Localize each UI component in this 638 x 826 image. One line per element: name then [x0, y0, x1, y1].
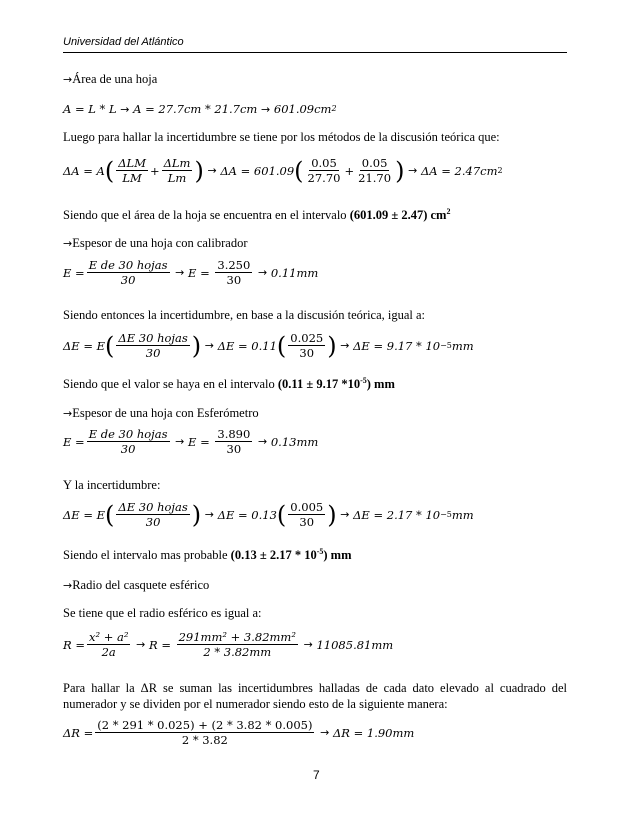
- fraction: $\frac{(2 * 291 * 0.025) + (2 * 3.82 * 0.005)}{2 * 3.82}$: [97, 718, 313, 747]
- area-intro: Luego para hallar la incertidumbre se tiene por los métodos de la discusión teórica que:: [63, 130, 500, 144]
- fraction: $\frac{3.890}{30}$: [217, 427, 251, 456]
- radius-paragraph: Para hallar la ΔR se suman las incertidumbres halladas de cada dato elevado al cuadrado del numerador y se dividen por el numerador siendo esto de la siguiente manera:: [63, 681, 567, 711]
- fraction: $\frac{3.250}{30}$: [217, 258, 251, 287]
- fraction: $\frac{\text{291mm² + 3.82mm²}}{2 * 3.82mm}$: [178, 630, 296, 659]
- fraction: $\frac{0.05}{27.70}$: [307, 156, 341, 185]
- arrow-icon: →: [63, 73, 73, 86]
- spherometer-equation: E = $\frac{\text{E de 30 hojas}}{30}$ → E = $\frac{3.890}{30}$ → 0.13mm: [63, 427, 319, 456]
- fraction: $\frac{0.025}{30}$: [290, 331, 324, 360]
- fraction: $\frac{\text{x² + a²}}{2a}$: [88, 630, 129, 659]
- caliper-intro: Siendo entonces la incertidumbre, en base a la discusión teórica, igual a:: [63, 308, 426, 322]
- area-equation: A = L * L → A = 27.7cm * 21.7cm → 601.09cm 2: [63, 102, 337, 116]
- fraction: $\frac{0.005}{30}$: [290, 500, 324, 529]
- caliper-equation: E = $\frac{\text{E de 30 hojas}}{30}$ → E = $\frac{3.250}{30}$ → 0.11mm: [63, 258, 319, 287]
- spherometer-intro: Y la incertidumbre:: [63, 478, 161, 492]
- fraction: $\frac{\text{ΔLM}}{LM}$: [118, 156, 146, 185]
- fraction: $\frac{\text{E de 30 hojas}}{30}$: [88, 427, 168, 456]
- arrow-icon: →: [63, 579, 73, 592]
- spherometer-uncertainty-equation: ΔE = E ( $\frac{\text{ΔE 30 hojas}}{30}$ ) → ΔE = 0.13 ( $\frac{0.005}{30}$ ) → ΔE = 2.17 * 10 −5 mm: [63, 500, 474, 529]
- caliper-heading: →Espesor de una hoja con calibrador: [63, 236, 248, 250]
- fraction: $\frac{\text{ΔLm}}{Lm}$: [163, 156, 191, 185]
- spherometer-heading: →Espesor de una hoja con Esferómetro: [63, 406, 259, 420]
- page-number: 7: [313, 768, 320, 782]
- area-uncertainty-equation: ΔA = A ( $\frac{\text{ΔLM}}{LM}$ + $\frac{\text{ΔLm}}{Lm}$ ) → ΔA = 601.09 ( $\frac{0.05}{27.70}$ + $\frac{0.05}{21.70}$ ) → ΔA = 2.47cm 2: [63, 156, 503, 185]
- fraction: $\frac{0.05}{21.70}$: [358, 156, 392, 185]
- caliper-interval: Siendo que el valor se haya en el intervalo (0.11 ± 9.17 $*10^{-5}$) mm: [63, 375, 395, 391]
- radius-uncertainty-equation: ΔR = $\frac{(2 * 291 * 0.025) + (2 * 3.82 * 0.005)}{2 * 3.82}$ → ΔR = 1.90mm: [63, 718, 415, 747]
- running-header: Universidad del Atlántico: [63, 36, 184, 48]
- header-rule: [63, 52, 567, 53]
- arrow-icon: →: [63, 407, 73, 420]
- radius-intro: Se tiene que el radio esférico es igual a:: [63, 606, 262, 620]
- fraction: $\frac{\text{ΔE 30 hojas}}{30}$: [118, 500, 188, 529]
- radius-heading: →Radio del casquete esférico: [63, 578, 210, 592]
- fraction: $\frac{\text{ΔE 30 hojas}}{30}$: [118, 331, 188, 360]
- spherometer-interval: Siendo el intervalo mas probable $(0.13 \pm 2.17 * 10^{-5})$ mm: [63, 546, 352, 562]
- area-interval: Siendo que el área de la hoja se encuentra en el intervalo (601.09 ± 2.47) $cm^2$: [63, 206, 451, 222]
- radius-equation: R = $\frac{\text{x² + a²}}{2a}$ → R = $\frac{\text{291mm² + 3.82mm²}}{2 * 3.82mm}$ → 11085.81mm: [63, 630, 394, 659]
- fraction: $\frac{\text{E de 30 hojas}}{30}$: [88, 258, 168, 287]
- arrow-icon: →: [63, 237, 73, 250]
- area-heading: →Área de una hoja: [63, 72, 158, 86]
- caliper-uncertainty-equation: ΔE = E ( $\frac{\text{ΔE 30 hojas}}{30}$ ) → ΔE = 0.11 ( $\frac{0.025}{30}$ ) → ΔE = 9.17 * 10 −5 mm: [63, 331, 474, 360]
